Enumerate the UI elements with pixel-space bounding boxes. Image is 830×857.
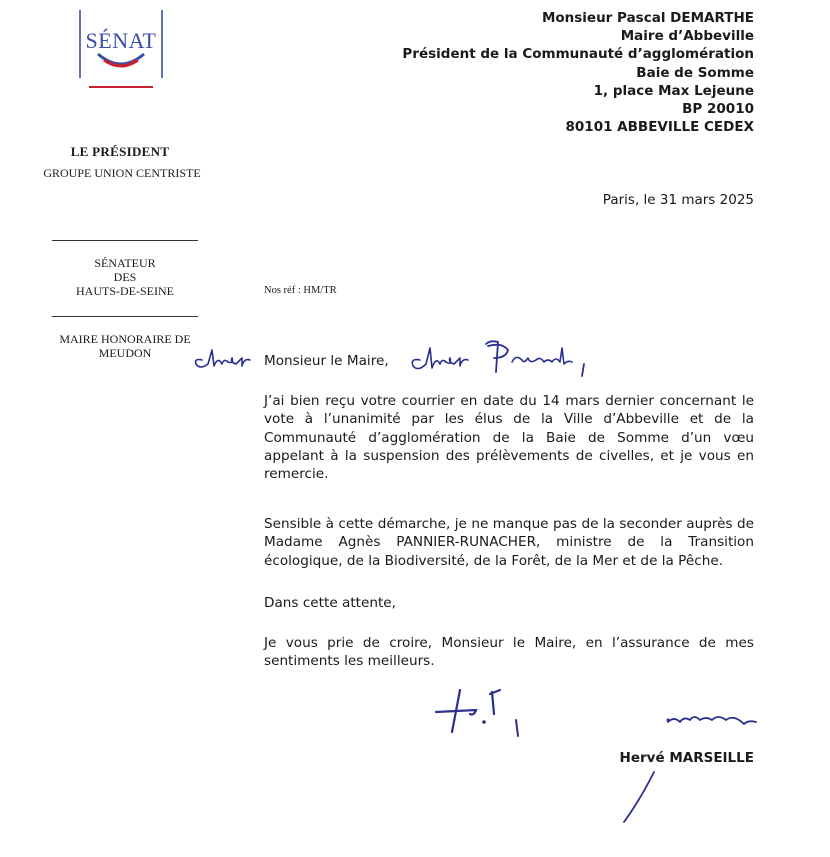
recipient-address xyxy=(402,9,754,136)
handwritten-cher-left xyxy=(190,340,252,374)
maire-line: MEUDON xyxy=(98,346,152,360)
signature-name: Hervé MARSEILLE xyxy=(619,750,754,766)
divider xyxy=(52,316,198,317)
address-line: BP 20010 xyxy=(682,101,754,118)
senateur-line: DES xyxy=(113,270,137,284)
address-line: 1, place Max Lejeune xyxy=(593,82,754,99)
paragraph-4: Je vous prie de croire, Monsieur le Maire, en l’assurance de mes sentiments les meilleurs. xyxy=(264,635,754,670)
divider xyxy=(52,240,198,241)
president-title: LE PRÉSIDENT xyxy=(70,144,170,159)
senateur-line: HAUTS-DE-SEINE xyxy=(76,284,174,298)
maire-line: MAIRE HONORAIRE DE xyxy=(59,332,191,346)
senateur-line: SÉNATEUR xyxy=(94,256,156,270)
senateur-block xyxy=(40,256,210,298)
paragraph-1: J’ai bien reçu votre courrier en date du 14 mars dernier concernant le vote à l’unanimité par les élus de la Ville d’Abbeville et de la Communauté d’agglomération de la Baie de Somme d’un vœu appelant à la suspension des prélèvements de civelles, et je vous en remercie. xyxy=(264,393,754,483)
senat-logo xyxy=(78,8,164,88)
groupe-label: GROUPE UNION CENTRISTE xyxy=(43,166,201,180)
address-line: Baie de Somme xyxy=(636,64,754,81)
logo-underline xyxy=(89,86,153,88)
address-line: Monsieur Pascal DEMARTHE xyxy=(541,10,754,26)
handwritten-cher-pascal xyxy=(406,332,596,380)
paragraph-3: Dans cette attente, xyxy=(264,595,396,611)
reference: Nos réf : HM/TR xyxy=(264,285,337,296)
paragraph-2: Sensible à cette démarche, je ne manque pas de la seconder auprès de Madame Agnès PANNIER-RUNACHER, ministre de la Transition écologique, de la Biodiversité, de la Forêt, de la Mer et de la Pêche. xyxy=(264,516,754,569)
logo-text: SÉNAT xyxy=(85,28,157,53)
salutation: Monsieur le Maire, xyxy=(264,353,389,369)
address-line: Maire d’Abbeville xyxy=(620,28,754,45)
address-line: 80101 ABBEVILLE CEDEX xyxy=(565,119,754,136)
address-line: Président de la Communauté d’agglomération xyxy=(402,46,754,63)
letter-date: Paris, le 31 mars 2025 xyxy=(602,192,754,208)
